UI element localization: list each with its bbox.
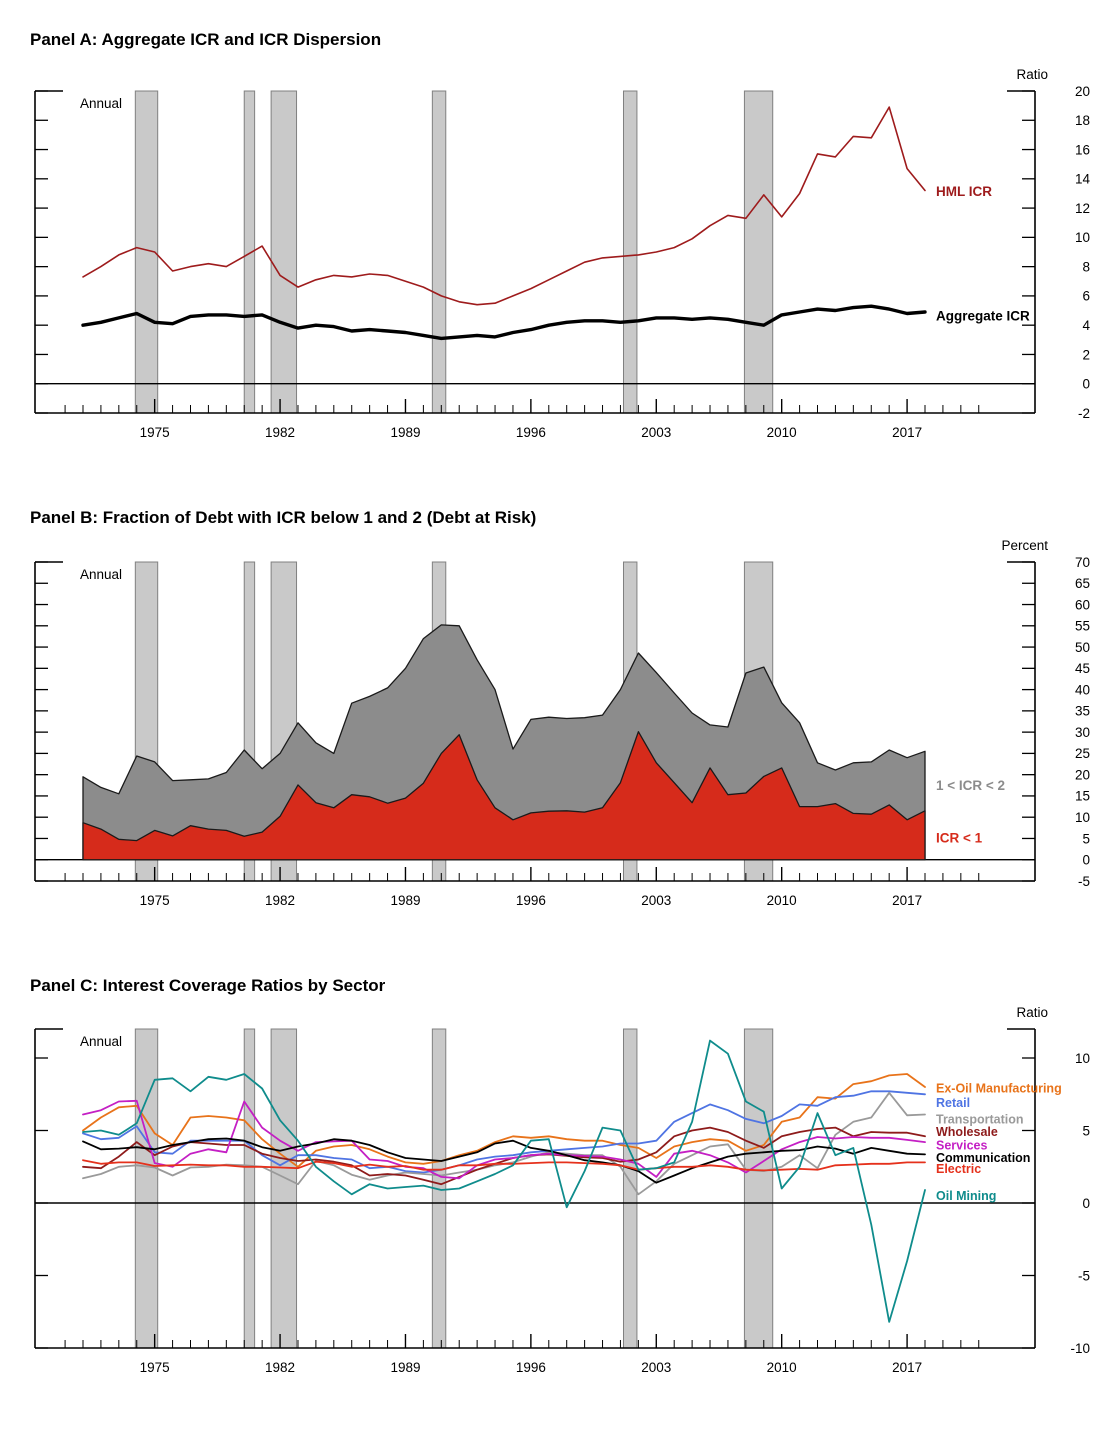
y-tick-label: 55 (1074, 618, 1090, 634)
series-label-aggregate-icr: Aggregate ICR (936, 308, 1030, 324)
y-tick-label: 14 (1074, 171, 1090, 187)
axis-unit-label: Percent (1001, 538, 1048, 553)
series-label-hml-icr: HML ICR (936, 183, 992, 199)
y-tick-label: 40 (1074, 682, 1090, 698)
y-tick-label: 50 (1074, 639, 1090, 655)
y-tick-label: 5 (1082, 831, 1090, 847)
x-tick-label: 1975 (139, 893, 170, 908)
y-tick-label: 65 (1074, 576, 1090, 592)
recession-band (432, 91, 445, 413)
frequency-label: Annual (80, 1034, 123, 1049)
x-tick-label: 2003 (641, 893, 672, 908)
series-label-ex-oil-manufacturing: Ex-Oil Manufacturing (936, 1081, 1062, 1096)
series-label-retail: Retail (936, 1095, 971, 1110)
y-tick-label: -5 (1077, 1268, 1090, 1284)
series-line-hml-icr (83, 107, 925, 305)
x-tick-label: 2010 (766, 893, 797, 908)
series-label-transportation: Transportation (936, 1112, 1024, 1127)
y-tick-label: 16 (1074, 142, 1090, 158)
panel-c-chart (35, 1005, 1090, 1375)
y-tick-label: 10 (1074, 1050, 1090, 1066)
y-tick-label: 60 (1074, 597, 1090, 613)
axis-unit-label: Ratio (1016, 67, 1048, 82)
panel-c-title: Panel C: Interest Coverage Ratios by Sector (30, 976, 386, 995)
frequency-label: Annual (80, 567, 123, 582)
series-label-1-icr-2: 1 < ICR < 2 (936, 778, 1006, 794)
recession-band (623, 91, 636, 413)
recession-band (135, 1029, 157, 1348)
y-tick-label: 5 (1082, 1123, 1090, 1139)
series-label-wholesale: Wholesale (936, 1124, 998, 1139)
y-tick-label: 35 (1074, 703, 1090, 719)
y-tick-label: 25 (1074, 746, 1090, 762)
y-tick-label: 0 (1082, 1195, 1090, 1211)
series-label-electric: Electric (936, 1161, 982, 1176)
x-tick-label: 2003 (641, 1360, 672, 1375)
recession-band (271, 91, 296, 413)
y-tick-label: -2 (1077, 405, 1090, 421)
x-tick-label: 2010 (766, 1360, 797, 1375)
y-tick-label: 12 (1074, 200, 1090, 216)
recession-band (271, 1029, 296, 1348)
y-tick-label: 4 (1082, 317, 1090, 333)
y-tick-label: 20 (1074, 767, 1090, 783)
y-tick-label: 70 (1074, 554, 1090, 570)
x-tick-label: 1975 (139, 1360, 170, 1375)
x-tick-label: 1996 (515, 893, 546, 908)
y-tick-label: 6 (1082, 288, 1090, 304)
y-tick-label: 20 (1074, 83, 1090, 99)
x-tick-label: 1989 (390, 425, 421, 440)
panel-a-chart (35, 67, 1090, 440)
y-tick-label: 30 (1074, 724, 1090, 740)
x-tick-label: 2003 (641, 425, 672, 440)
panel-a-title: Panel A: Aggregate ICR and ICR Dispersion (30, 30, 382, 49)
x-tick-label: 2017 (892, 1360, 923, 1375)
x-tick-label: 1975 (139, 425, 170, 440)
x-tick-label: 1989 (390, 893, 421, 908)
series-label-services: Services (936, 1138, 988, 1153)
y-tick-label: 8 (1082, 259, 1090, 275)
x-tick-label: 1996 (515, 425, 546, 440)
x-tick-label: 1989 (390, 1360, 421, 1375)
y-tick-label: -10 (1070, 1340, 1090, 1356)
x-tick-label: 1996 (515, 1360, 546, 1375)
series-label-oil-mining: Oil Mining (936, 1188, 997, 1203)
recession-band (744, 1029, 772, 1348)
y-tick-label: 45 (1074, 661, 1090, 677)
x-tick-label: 1982 (265, 425, 296, 440)
series-label-icr-1: ICR < 1 (936, 830, 983, 846)
y-tick-label: 10 (1074, 230, 1090, 246)
frequency-label: Annual (80, 96, 123, 111)
y-tick-label: 2 (1082, 347, 1090, 363)
panel-b-title: Panel B: Fraction of Debt with ICR below 1 and 2 (Debt at Risk) (30, 508, 537, 527)
x-tick-label: 2017 (892, 893, 923, 908)
x-tick-label: 1982 (265, 1360, 296, 1375)
y-tick-label: 10 (1074, 810, 1090, 825)
y-tick-label: 0 (1082, 376, 1090, 392)
y-tick-label: -5 (1077, 873, 1090, 889)
series-line-oil-mining (83, 1041, 925, 1322)
y-tick-label: 18 (1074, 113, 1090, 129)
axis-unit-label: Ratio (1016, 1005, 1048, 1020)
series-label-communication: Communication (936, 1151, 1031, 1166)
y-tick-label: 15 (1074, 788, 1090, 804)
recession-band (744, 91, 772, 413)
x-tick-label: 2010 (766, 425, 797, 440)
panel-b-chart (35, 538, 1090, 908)
x-tick-label: 1982 (265, 893, 296, 908)
series-line-aggregate-icr (83, 306, 925, 338)
recession-band (244, 1029, 254, 1348)
series-line-ex-oil-manufacturing (83, 1074, 925, 1167)
x-tick-label: 2017 (892, 425, 923, 440)
y-tick-label: 0 (1082, 852, 1090, 868)
